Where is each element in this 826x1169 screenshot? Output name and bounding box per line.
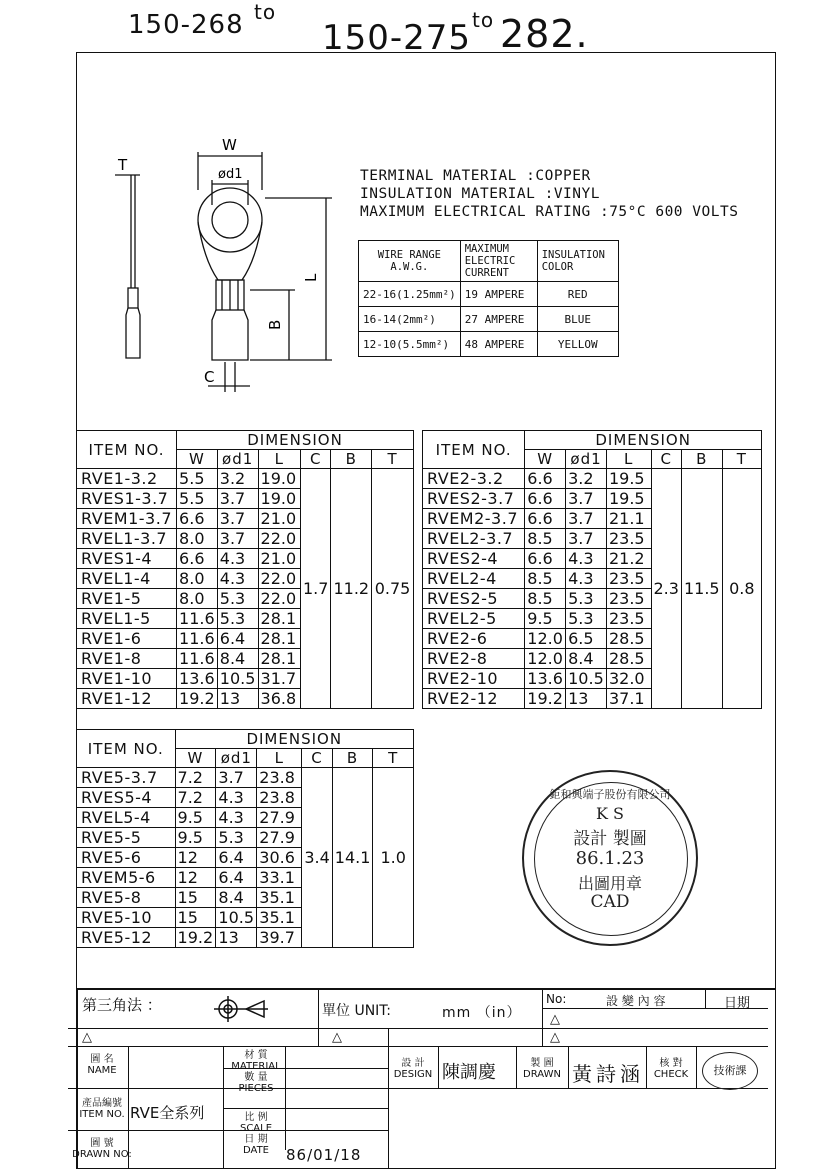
spec-max-rating: MAXIMUM ELECTRICAL RATING :75°C 600 VOLTS — [360, 204, 739, 220]
l-cell: 22.0 — [258, 529, 300, 549]
date-field-label: 日 期 DATE — [242, 1134, 269, 1156]
l-cell: 21.1 — [606, 509, 651, 529]
l-cell: 19.0 — [258, 489, 300, 509]
w-cell: 11.6 — [177, 649, 218, 669]
d1-cell: 3.2 — [566, 469, 607, 489]
l-cell: 23.8 — [257, 768, 302, 788]
dim-col-header: T — [373, 749, 414, 768]
item-no-cell: RVE1-3.2 — [77, 469, 177, 489]
item-no-cell: RVE2-8 — [423, 649, 525, 669]
company-seal-stamp — [522, 770, 698, 946]
item-no-header: ITEM NO. — [77, 431, 177, 469]
dim-col-header: C — [302, 749, 332, 768]
item-no-cell: RVEM2-3.7 — [423, 509, 525, 529]
item-no-cell: RVES2-5 — [423, 589, 525, 609]
wire-range-table — [358, 240, 619, 357]
l-cell: 35.1 — [257, 888, 302, 908]
l-cell: 23.5 — [606, 569, 651, 589]
check-label: 核 對 CHECK — [653, 1058, 689, 1080]
d1-cell: 3.7 — [566, 509, 607, 529]
t-cell: 0.75 — [372, 469, 414, 709]
item-no-label: 產品編號 ITEM NO. — [79, 1098, 125, 1120]
b-cell: 14.1 — [332, 768, 373, 948]
item-no-cell: RVES2-3.7 — [423, 489, 525, 509]
w-cell: 5.5 — [177, 469, 218, 489]
w-cell: 8.0 — [177, 589, 218, 609]
l-cell: 28.1 — [258, 629, 300, 649]
material-label: 材 質 MATERIAL — [231, 1050, 281, 1072]
third-angle-projection-icon — [212, 994, 270, 1024]
d1-cell: 6.4 — [216, 868, 257, 888]
dim-col-header: L — [258, 450, 300, 469]
item-no-cell: RVEL2-4 — [423, 569, 525, 589]
stamp-cad: CAD — [590, 892, 630, 912]
item-no-cell: RVES5-4 — [77, 788, 176, 808]
c-cell: 1.7 — [301, 469, 331, 709]
l-cell: 23.5 — [606, 609, 651, 629]
w-cell: 12 — [175, 868, 216, 888]
t-cell: 0.8 — [722, 469, 761, 709]
item-no-cell: RVEL2-3.7 — [423, 529, 525, 549]
l-cell: 33.1 — [257, 868, 302, 888]
table-row — [423, 469, 762, 489]
item-no-cell: RVES2-4 — [423, 549, 525, 569]
dim-col-header: ød1 — [566, 450, 607, 469]
w-cell: 8.5 — [525, 569, 566, 589]
wire-range-cell: 16-14(2mm²) — [359, 307, 461, 332]
item-no-cell: RVE2-12 — [423, 689, 525, 709]
dimension-header: DIMENSION — [175, 730, 413, 749]
revision-triangle-icon: △ — [82, 1030, 92, 1045]
wire-range-cell: 22-16(1.25mm²) — [359, 282, 461, 307]
w-cell: 7.2 — [175, 768, 216, 788]
l-cell: 28.5 — [606, 629, 651, 649]
d1-cell: 6.4 — [217, 629, 258, 649]
w-cell: 12.0 — [525, 649, 566, 669]
d1-cell: 5.3 — [217, 589, 258, 609]
dim-col-header: C — [651, 450, 681, 469]
dim-col-header: B — [331, 450, 372, 469]
item-no-cell: RVEL1-5 — [77, 609, 177, 629]
w-cell: 9.5 — [175, 808, 216, 828]
l-cell: 30.6 — [257, 848, 302, 868]
projection-label: 第三角法 ： — [82, 996, 162, 1014]
d1-cell: 8.4 — [566, 649, 607, 669]
revision-no-label: No: — [546, 992, 567, 1006]
item-no-cell: RVEM5-6 — [77, 868, 176, 888]
item-no-cell: RVE1-12 — [77, 689, 177, 709]
d1-cell: 6.5 — [566, 629, 607, 649]
w-cell: 12 — [175, 848, 216, 868]
d1-cell: 6.4 — [216, 848, 257, 868]
wire-range-cell: 12-10(5.5mm²) — [359, 332, 461, 357]
revision-triangle-icon: △ — [550, 1030, 560, 1045]
d1-cell: 3.7 — [566, 489, 607, 509]
item-no-cell: RVES1-3.7 — [77, 489, 177, 509]
l-cell: 37.1 — [606, 689, 651, 709]
w-cell: 9.5 — [525, 609, 566, 629]
change-content-label: 設 變 內 容 — [606, 994, 666, 1008]
l-cell: 19.5 — [606, 489, 651, 509]
d1-cell: 13 — [217, 689, 258, 709]
d1-cell: 13 — [566, 689, 607, 709]
w-cell: 13.6 — [177, 669, 218, 689]
d1-cell: 5.3 — [566, 609, 607, 629]
l-cell: 21.2 — [606, 549, 651, 569]
item-no-cell: RVE1-5 — [77, 589, 177, 609]
item-no-cell: RVE2-6 — [423, 629, 525, 649]
dimension-table-rve1 — [76, 430, 414, 709]
w-cell: 8.5 — [525, 529, 566, 549]
max-current-header: MAXIMUM ELECTRIC CURRENT — [460, 241, 537, 282]
spec-terminal-material: TERMINAL MATERIAL :COPPER — [360, 168, 591, 184]
d1-cell: 4.3 — [217, 569, 258, 589]
table-row — [77, 768, 414, 788]
handwritten-part-range-2: 150-275 — [322, 18, 472, 58]
w-cell: 6.6 — [525, 489, 566, 509]
drawn-no-label: 圖 號 DRAWN NO: — [72, 1138, 132, 1160]
w-cell: 6.6 — [177, 549, 218, 569]
d1-cell: 8.4 — [216, 888, 257, 908]
d1-cell: 4.3 — [217, 549, 258, 569]
d1-cell: 3.2 — [217, 469, 258, 489]
dim-label-t: T — [118, 156, 128, 174]
d1-cell: 5.3 — [566, 589, 607, 609]
drawn-label: 製 圖 DRAWN — [523, 1058, 561, 1080]
l-cell: 28.1 — [258, 649, 300, 669]
date-value: 86/01/18 — [286, 1146, 362, 1164]
title-block — [68, 988, 776, 1169]
dim-col-header: L — [606, 450, 651, 469]
design-label: 設 計 DESIGN — [393, 1058, 433, 1080]
insulation-color-header: INSULATION COLOR — [537, 241, 618, 282]
d1-cell: 13 — [216, 928, 257, 948]
l-cell: 23.5 — [606, 529, 651, 549]
item-no-header: ITEM NO. — [423, 431, 525, 469]
d1-cell: 10.5 — [216, 908, 257, 928]
revision-triangle-icon: △ — [332, 1030, 342, 1045]
w-cell: 9.5 — [175, 828, 216, 848]
dimension-header: DIMENSION — [177, 431, 414, 450]
w-cell: 5.5 — [177, 489, 218, 509]
l-cell: 31.7 — [258, 669, 300, 689]
wire-range-header: WIRE RANGE A.W.G. — [359, 241, 461, 282]
dim-col-header: T — [372, 450, 414, 469]
dim-col-header: W — [175, 749, 216, 768]
dim-label-c: C — [204, 368, 215, 386]
l-cell: 19.0 — [258, 469, 300, 489]
w-cell: 6.6 — [525, 509, 566, 529]
item-no-cell: RVE2-3.2 — [423, 469, 525, 489]
l-cell: 39.7 — [257, 928, 302, 948]
l-cell: 27.9 — [257, 808, 302, 828]
table-row — [359, 307, 619, 332]
w-cell: 12.0 — [525, 629, 566, 649]
item-no-cell: RVES1-4 — [77, 549, 177, 569]
dim-label-l: L — [302, 273, 320, 282]
item-no-cell: RVEM1-3.7 — [77, 509, 177, 529]
b-cell: 11.2 — [331, 469, 372, 709]
w-cell: 15 — [175, 908, 216, 928]
item-no-cell: RVEL2-5 — [423, 609, 525, 629]
w-cell: 19.2 — [525, 689, 566, 709]
w-cell: 7.2 — [175, 788, 216, 808]
color-cell: BLUE — [537, 307, 618, 332]
w-cell: 6.6 — [177, 509, 218, 529]
l-cell: 21.0 — [258, 549, 300, 569]
dimension-table-rve5 — [76, 729, 414, 948]
item-no-cell: RVE1-8 — [77, 649, 177, 669]
handwritten-to-2: to — [472, 8, 495, 32]
check-stamp-text: 技術課 — [713, 1064, 747, 1077]
dim-col-header: W — [525, 450, 566, 469]
d1-cell: 5.3 — [217, 609, 258, 629]
item-no-cell: RVE2-10 — [423, 669, 525, 689]
w-cell: 6.6 — [525, 549, 566, 569]
d1-cell: 10.5 — [566, 669, 607, 689]
w-cell: 8.0 — [177, 569, 218, 589]
w-cell: 8.5 — [525, 589, 566, 609]
stamp-design-draw: 設計 製圖 — [573, 829, 647, 849]
d1-cell: 5.3 — [216, 828, 257, 848]
d1-cell: 4.3 — [216, 808, 257, 828]
l-cell: 23.8 — [257, 788, 302, 808]
l-cell: 35.1 — [257, 908, 302, 928]
item-no-cell: RVEL5-4 — [77, 808, 176, 828]
dim-col-header: T — [722, 450, 761, 469]
item-no-cell: RVE5-6 — [77, 848, 176, 868]
revision-date-label: 日期 — [724, 996, 751, 1011]
current-cell: 48 AMPERE — [460, 332, 537, 357]
dim-col-header: C — [301, 450, 331, 469]
check-stamp — [702, 1052, 758, 1090]
color-cell: YELLOW — [537, 332, 618, 357]
item-no-cell: RVEL1-3.7 — [77, 529, 177, 549]
dimension-table-rve2 — [422, 430, 762, 709]
w-cell: 19.2 — [177, 689, 218, 709]
dimension-header: DIMENSION — [525, 431, 762, 450]
color-cell: RED — [537, 282, 618, 307]
c-cell: 2.3 — [651, 469, 681, 709]
item-no-cell: RVE5-8 — [77, 888, 176, 908]
handwritten-part-range-3: 282. — [500, 12, 589, 56]
item-no-cell: RVE5-12 — [77, 928, 176, 948]
dim-col-header: W — [177, 450, 218, 469]
w-cell: 6.6 — [525, 469, 566, 489]
drawer-name: 黃詩涵 — [572, 1062, 644, 1086]
dim-col-header: B — [332, 749, 373, 768]
w-cell: 11.6 — [177, 609, 218, 629]
item-no-cell: RVE5-5 — [77, 828, 176, 848]
item-no-cell: RVE5-3.7 — [77, 768, 176, 788]
ring-terminal-drawing — [100, 130, 350, 400]
handwritten-part-range-1: 150-268 — [128, 10, 244, 40]
table-row — [359, 332, 619, 357]
item-no-cell: RVE1-6 — [77, 629, 177, 649]
scale-label: 比 例 SCALE — [239, 1112, 273, 1134]
dim-label-b: B — [266, 319, 284, 330]
w-cell: 11.6 — [177, 629, 218, 649]
table-row — [77, 469, 414, 489]
l-cell: 32.0 — [606, 669, 651, 689]
pieces-label: 數 量 PIECES — [238, 1072, 274, 1094]
stamp-company-name: 鉅和興端子股份有限公司 — [549, 788, 671, 801]
unit-value: mm （in） — [442, 1005, 522, 1021]
l-cell: 23.5 — [606, 589, 651, 609]
stamp-issue-seal: 出圖用章 — [577, 874, 642, 893]
current-cell: 27 AMPERE — [460, 307, 537, 332]
item-no-value: RVE全系列 — [130, 1104, 205, 1122]
dim-label-d1: ød1 — [218, 167, 243, 182]
d1-cell: 4.3 — [566, 569, 607, 589]
c-cell: 3.4 — [302, 768, 332, 948]
w-cell: 8.0 — [177, 529, 218, 549]
w-cell: 15 — [175, 888, 216, 908]
designer-name: 陳調慶 — [442, 1062, 496, 1083]
d1-cell: 3.7 — [217, 489, 258, 509]
d1-cell: 3.7 — [566, 529, 607, 549]
l-cell: 22.0 — [258, 569, 300, 589]
d1-cell: 3.7 — [217, 529, 258, 549]
stamp-ks: K S — [596, 804, 624, 823]
w-cell: 19.2 — [175, 928, 216, 948]
item-no-cell: RVE5-10 — [77, 908, 176, 928]
l-cell: 27.9 — [257, 828, 302, 848]
t-cell: 1.0 — [373, 768, 414, 948]
dim-col-header: ød1 — [216, 749, 257, 768]
d1-cell: 4.3 — [216, 788, 257, 808]
d1-cell: 3.7 — [217, 509, 258, 529]
item-no-cell: RVEL1-4 — [77, 569, 177, 589]
l-cell: 36.8 — [258, 689, 300, 709]
stamp-date: 86.1.23 — [575, 848, 645, 869]
w-cell: 13.6 — [525, 669, 566, 689]
handwritten-to-1: to — [254, 0, 277, 24]
l-cell: 19.5 — [606, 469, 651, 489]
d1-cell: 3.7 — [216, 768, 257, 788]
dim-col-header: ød1 — [217, 450, 258, 469]
d1-cell: 10.5 — [217, 669, 258, 689]
item-no-header: ITEM NO. — [77, 730, 176, 768]
item-no-cell: RVE1-10 — [77, 669, 177, 689]
b-cell: 11.5 — [681, 469, 722, 709]
dim-col-header: B — [681, 450, 722, 469]
unit-label: 單位 UNIT: — [322, 1003, 392, 1019]
dim-label-w: W — [222, 136, 237, 154]
revision-triangle-icon: △ — [550, 1012, 560, 1027]
table-row — [359, 282, 619, 307]
name-label: 圖 名 NAME — [87, 1054, 117, 1076]
current-cell: 19 AMPERE — [460, 282, 537, 307]
l-cell: 22.0 — [258, 589, 300, 609]
d1-cell: 8.4 — [217, 649, 258, 669]
l-cell: 28.1 — [258, 609, 300, 629]
l-cell: 21.0 — [258, 509, 300, 529]
spec-insulation-material: INSULATION MATERIAL :VINYL — [360, 186, 600, 202]
d1-cell: 4.3 — [566, 549, 607, 569]
dim-col-header: L — [257, 749, 302, 768]
l-cell: 28.5 — [606, 649, 651, 669]
